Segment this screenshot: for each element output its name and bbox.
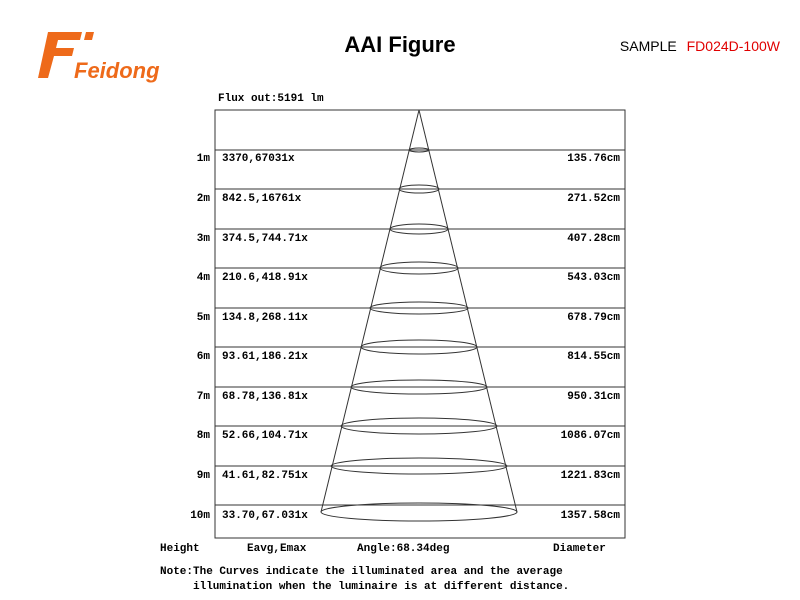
row-illuminance-1: 3370,67031x: [222, 153, 295, 165]
note-line-1: Note:The Curves indicate the illuminated area and the average: [160, 566, 563, 578]
row-height-9: 9m: [196, 470, 210, 482]
row-illuminance-4: 210.6,418.91x: [222, 272, 308, 284]
row-illuminance-6: 93.61,186.21x: [222, 351, 308, 363]
height-column-label: Height: [160, 543, 200, 555]
row-diameter-1: 135.76cm: [567, 153, 620, 165]
row-illuminance-10: 33.70,67.031x: [222, 510, 308, 522]
row-diameter-7: 950.31cm: [567, 391, 620, 403]
row-height-1: 1m: [196, 153, 210, 165]
sample-label: SAMPLE: [619, 38, 677, 54]
row-height-7: 7m: [196, 391, 210, 403]
row-diameter-9: 1221.83cm: [560, 470, 620, 482]
note-line-2: illumination when the luminaire is at different distance.: [160, 581, 570, 593]
row-illuminance-3: 374.5,744.71x: [222, 233, 308, 245]
page-title: AAI Figure: [344, 32, 456, 57]
row-diameter-2: 271.52cm: [567, 193, 620, 205]
row-diameter-6: 814.55cm: [567, 351, 620, 363]
row-height-5: 5m: [196, 312, 210, 324]
row-diameter-4: 543.03cm: [567, 272, 620, 284]
beam-right-edge: [419, 110, 517, 512]
row-height-8: 8m: [196, 430, 210, 442]
beam-ellipse-10: [321, 503, 517, 521]
logo-text: Feidong: [74, 58, 160, 83]
row-height-2: 2m: [196, 193, 210, 205]
row-diameter-3: 407.28cm: [567, 233, 620, 245]
row-diameter-8: 1086.07cm: [560, 430, 620, 442]
row-illuminance-2: 842.5,16761x: [222, 193, 302, 205]
row-illuminance-9: 41.61,82.751x: [222, 470, 308, 482]
diagram-note: [160, 565, 569, 595]
row-diameter-5: 678.79cm: [567, 312, 620, 324]
flux-out-label: Flux out:5191 lm: [218, 93, 324, 105]
row-illuminance-5: 134.8,268.11x: [222, 312, 308, 324]
row-height-10: 10m: [190, 510, 210, 522]
row-height-6: 6m: [196, 351, 210, 363]
diameter-column-label: Diameter: [553, 543, 606, 555]
eavg-column-label: Eavg,Emax: [247, 543, 307, 555]
row-illuminance-7: 68.78,136.81x: [222, 391, 308, 403]
sample-code: FD024D-100W: [686, 38, 780, 54]
beam-angle-label: Angle:68.34deg: [357, 543, 450, 555]
row-height-3: 3m: [196, 233, 210, 245]
row-illuminance-8: 52.66,104.71x: [222, 430, 308, 442]
row-height-4: 4m: [196, 272, 210, 284]
row-diameter-10: 1357.58cm: [560, 510, 620, 522]
beam-left-edge: [321, 110, 419, 512]
